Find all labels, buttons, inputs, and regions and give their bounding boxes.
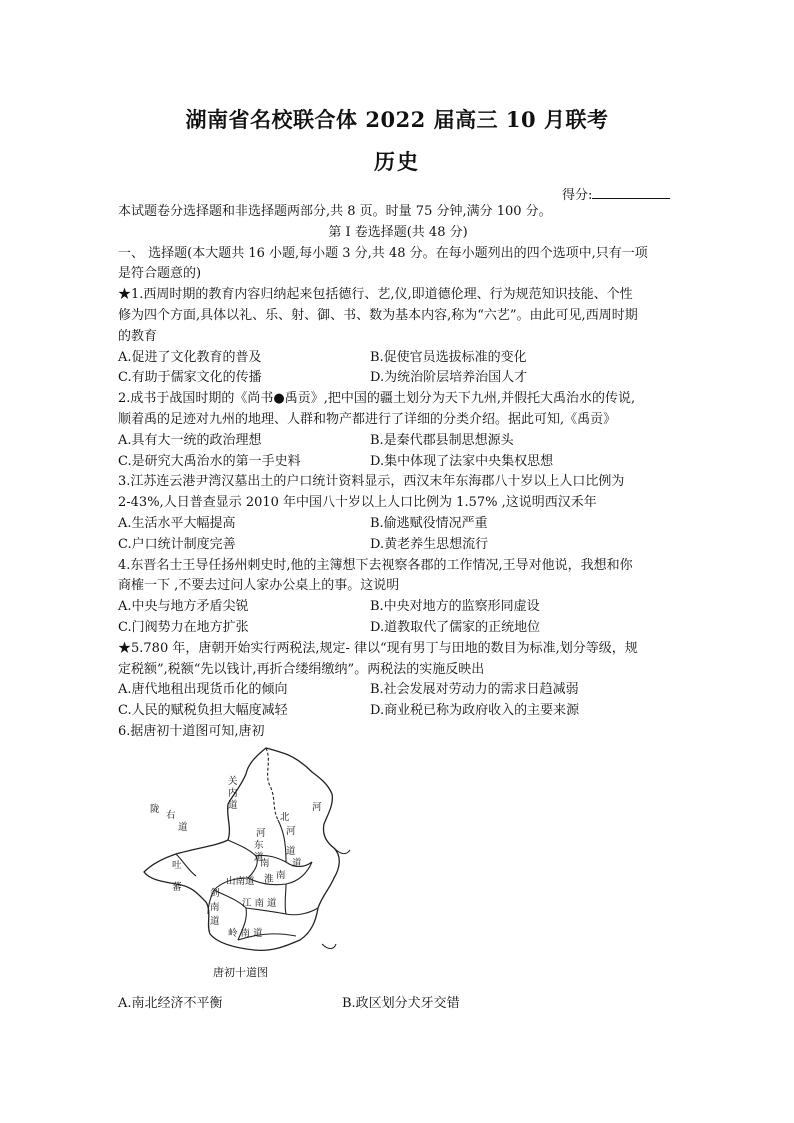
option-b: B.是秦代郡县制思想源头 xyxy=(370,432,514,448)
option-b: B.中央对地方的监察形同虚设 xyxy=(370,599,540,615)
map-label-jiangnan: 江 南 道 xyxy=(242,898,277,909)
question-stem: 4.东晋名士王导任扬州刺史时,他的主簿想下去视察各郡的工作情况,王导对他说，我想和你 xyxy=(118,557,633,573)
option-b: B.促使官员选拔标准的变化 xyxy=(370,349,527,365)
option-a: A.南北经济不平衡 xyxy=(118,996,223,1011)
map-label-jiannan-2: 南 xyxy=(210,902,220,913)
question-stem: 2.成书于战国时期的《尚书●禹贡》,把中国的疆土划分为天下九州,并假托大禹治水的传说, xyxy=(118,391,636,407)
option-c: C.门阀势力在地方扩张 xyxy=(118,619,249,635)
map-label-jiannan-1: 剑 xyxy=(210,888,220,899)
map-label-guannei-2: 内 xyxy=(228,788,238,799)
score-field xyxy=(562,184,670,203)
map-label-henan-1: 河 xyxy=(286,826,296,837)
option-c: C.人民的赋税负担大幅度减轻 xyxy=(118,703,288,719)
option-c: C.有助于儒家文化的传播 xyxy=(118,370,262,386)
map-label-henan-3: 道 xyxy=(292,858,302,869)
intro-text: 本试题卷分选择题和非选择题两部分,共 8 页。时量 75 分钟,满分 100 分。 xyxy=(118,204,552,219)
exam-body xyxy=(118,202,678,743)
question-stem: 3.江苏连云港尹湾汉墓出土的户口统计资料显示，西汉末年东海郡八十岁以上人口比例为 xyxy=(118,474,625,490)
question-stem: 的教育 xyxy=(118,328,158,344)
question-3 xyxy=(118,472,678,555)
option-a: A.促进了文化教育的普及 xyxy=(118,349,262,365)
score-label: 得分: xyxy=(562,188,593,203)
map-label-longyou-2: 右 xyxy=(166,810,176,821)
option-d: D.集中体现了法家中央集权思想 xyxy=(370,453,554,469)
option-c: C.是研究大禹治水的第一手史料 xyxy=(118,453,301,469)
option-b: B.偷逃赋役情况严重 xyxy=(370,515,488,531)
section-instruction: 一、 选择题(本大题共 16 小题,每小题 3 分,共 48 分。在每小题列出的四个选项中,只有一项 xyxy=(118,245,648,261)
map-label-huainan-1: 淮 xyxy=(264,874,274,885)
map-label-hedong-3: 道 xyxy=(254,852,264,863)
map-label-huainan-2: 南 xyxy=(276,870,286,881)
section-instruction: 是符合题意的) xyxy=(118,266,202,282)
option-d: D.商业税已称为政府收入的主要来源 xyxy=(370,703,580,719)
question-stem: ★1.西周时期的教育内容归纳起来包括德行、艺,仪,即道德伦理、行为规范知识技能、个性 xyxy=(118,287,633,303)
question-stem: 2-43%,人日普查显示 2010 年中国八十岁以上人口比例为 1.57% ,这说明西汉禾年 xyxy=(118,495,597,511)
question-2 xyxy=(118,389,678,472)
option-b: B.社会发展对劳动力的需求日趋减弱 xyxy=(370,682,579,698)
question-stem: 顺着禹的足迹对九州的地理、人群和物产都进行了详细的分类介绍。据此可知,《禹贡》 xyxy=(118,411,617,427)
map-label-guannei-1: 关 xyxy=(228,776,238,787)
option-d: D.道教取代了儒家的正统地位 xyxy=(370,619,541,635)
question-6 xyxy=(118,722,678,743)
option-a: A.唐代地租出现货币化的倾向 xyxy=(118,682,288,698)
question-stem: 定税额”,税额“先以钱计,再折合缕绢缴纳”。两税法的实施反映出 xyxy=(118,661,485,677)
option-b: B.政区划分犬牙交错 xyxy=(342,996,460,1011)
map-label-guannei-3: 道 xyxy=(228,800,238,811)
option-a: A.具有大一统的政治理想 xyxy=(118,432,262,448)
question-1 xyxy=(118,285,678,389)
map-label-jiannan-3: 道 xyxy=(210,916,220,927)
section-title: 第 I 卷选择题(共 48 分) xyxy=(328,224,468,240)
question-stem: 6.据唐初十道图可知,唐初 xyxy=(118,723,265,739)
exam-title: 湖南省名校联合体 2022 届高三 10 月联考 xyxy=(185,107,609,132)
map-label-hedong-1: 河 xyxy=(256,828,266,839)
option-d: D.黄老养生思想流行 xyxy=(370,536,489,552)
subject-title: 历史 xyxy=(374,149,420,174)
question-stem: ★5.780 年，唐朝开始实行两税法,规定- 律以“现有男丁与田地的数目为标准,划分等级，规 xyxy=(118,640,638,656)
map-label-tubo-1: 吐 xyxy=(172,860,182,871)
map-caption: 唐初十道图 xyxy=(213,966,268,979)
question-4 xyxy=(118,556,678,639)
question-6-options xyxy=(118,992,460,1011)
tang-ten-circuits-map xyxy=(136,744,366,984)
question-stem: 修为四个方面,具体以礼、乐、射、御、书、数为基本内容,称为“六艺”。由此可见,西周时期 xyxy=(118,307,638,323)
map-label-lingnan: 岭 南 道 xyxy=(228,928,263,939)
map-label-henan-2: 南 xyxy=(260,858,270,869)
map-label-longyou-3: 道 xyxy=(178,822,188,833)
option-d: D.为统治阶层培养治国人才 xyxy=(370,370,528,386)
option-c: C.户口统计制度完善 xyxy=(118,536,236,552)
map-label-longyou-1: 陇 xyxy=(150,804,160,815)
option-a: A.中央与地方矛盾尖锐 xyxy=(118,599,249,615)
score-blank xyxy=(592,186,670,199)
map-label-hebei-1: 河 xyxy=(312,802,322,813)
question-5 xyxy=(118,639,678,722)
map-label-hebei-2: 北 xyxy=(280,812,290,823)
question-stem: 商榷一下 ,不要去过问人家办公桌上的事。这说明 xyxy=(118,578,400,594)
map-label-hebei-3: 道 xyxy=(286,846,296,857)
map-label-tubo-2: 蕃 xyxy=(172,882,182,893)
option-a: A.生活水平大幅提高 xyxy=(118,515,236,531)
map-label-hedong-2: 东 xyxy=(254,840,264,851)
map-label-shannan: 山南道 xyxy=(226,876,255,887)
